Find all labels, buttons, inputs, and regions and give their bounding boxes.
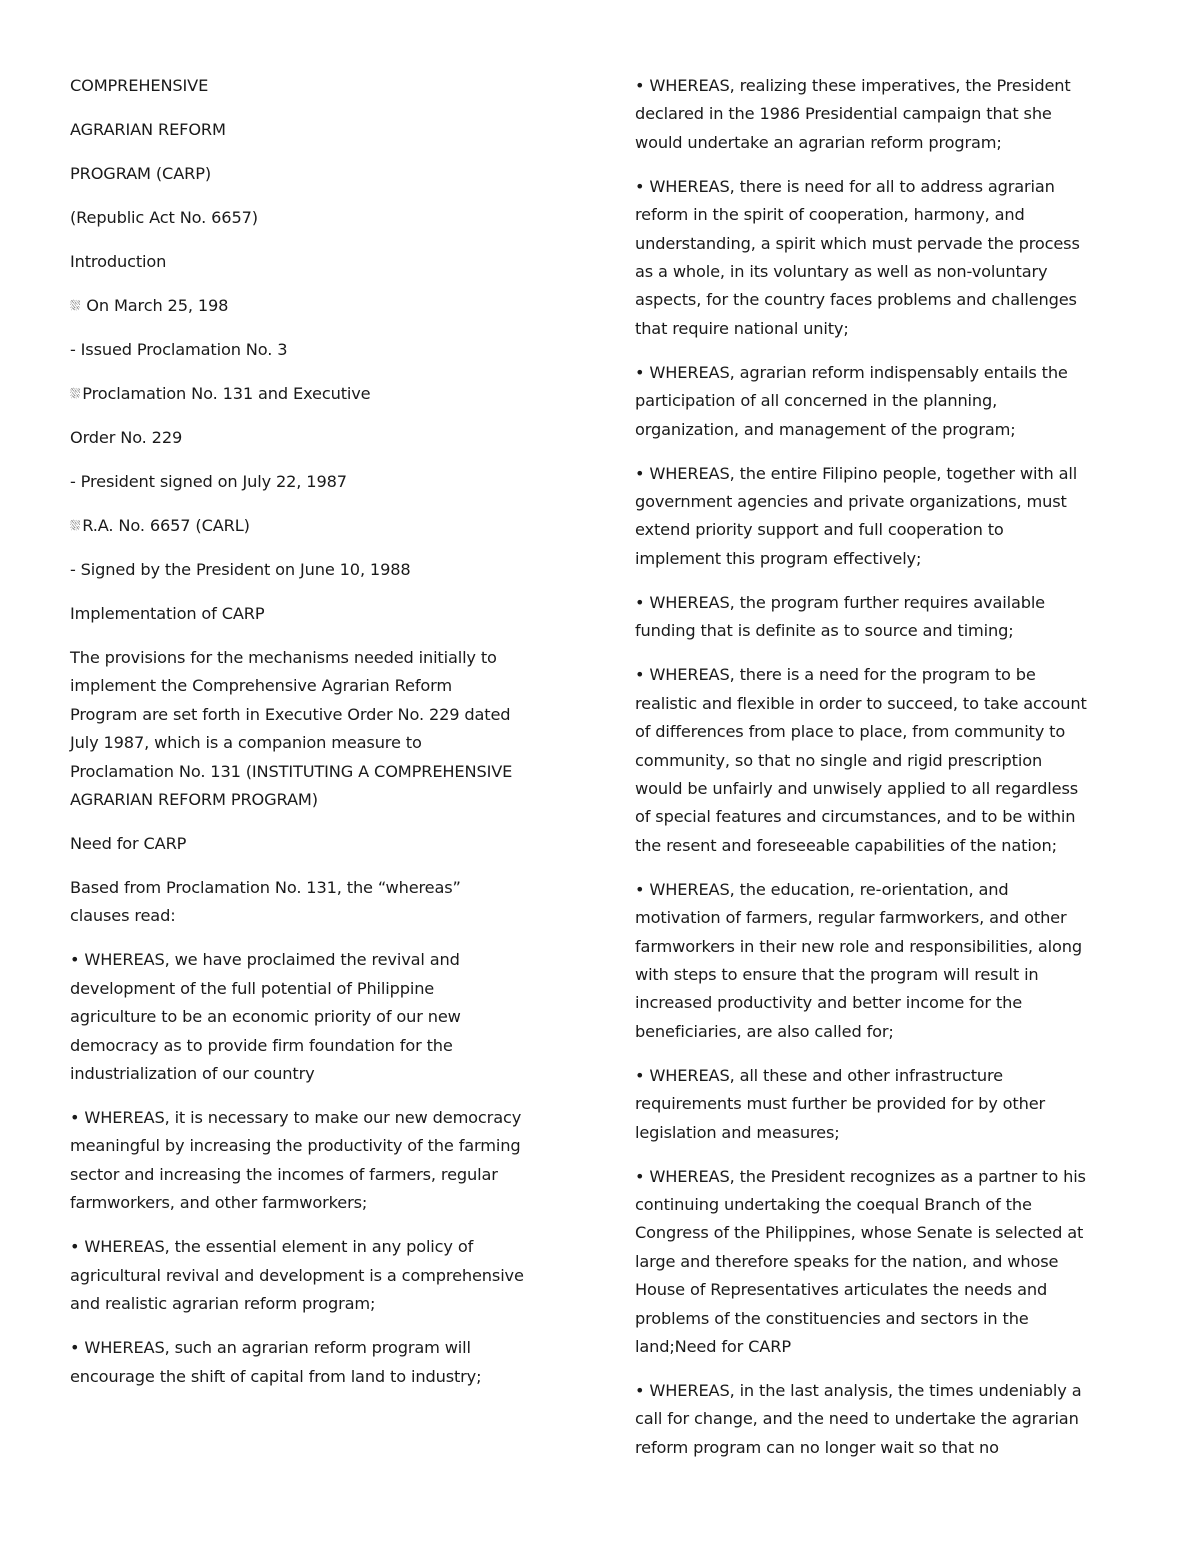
text-line <box>635 747 1135 775</box>
paragraph-whereas-2 <box>70 1104 570 1218</box>
text-line <box>635 1305 1135 1333</box>
line-text: agricultural revival and development is a comprehensive <box>70 1265 524 1285</box>
text-line <box>635 617 1135 645</box>
line-text: with steps to ensure that the program will result in <box>635 964 1039 984</box>
text-line <box>635 1434 1135 1462</box>
line-text: government agencies and private organizations, must <box>635 492 1067 512</box>
text-line <box>70 758 570 786</box>
text-line <box>70 380 570 408</box>
text-line <box>635 661 1135 689</box>
text-line <box>635 1333 1135 1361</box>
line-text: aspects, for the country faces problems and challenges <box>635 290 1077 310</box>
line-text: House of Representatives articulates the needs and <box>635 1280 1048 1300</box>
paragraph-whereas-13 <box>635 1163 1135 1362</box>
line-text: - Issued Proclamation No. 3 <box>70 340 288 359</box>
text-line <box>635 1090 1135 1118</box>
rain-cloud-icon: ⛆ <box>70 299 81 314</box>
paragraph-heading-implementation <box>70 600 570 628</box>
line-text: participation of all concerned in the planning, <box>635 391 998 411</box>
line-text: agriculture to be an economic priority of our new <box>70 1007 461 1027</box>
line-text: • WHEREAS, there is a need for the program to be <box>635 665 1036 685</box>
text-line <box>635 201 1135 229</box>
line-text: beneficiaries, are also called for; <box>635 1021 894 1041</box>
text-line <box>70 292 570 320</box>
text-line <box>635 718 1135 746</box>
line-text: problems of the constituencies and sectors in the <box>635 1308 1029 1328</box>
text-line <box>635 1219 1135 1247</box>
text-line <box>70 1132 570 1160</box>
line-text: call for change, and the need to undertake the agrarian <box>635 1409 1079 1429</box>
line-text: of special features and circumstances, and to be within <box>635 807 1076 827</box>
line-text: Program are set forth in Executive Order No. 229 dated <box>70 704 511 724</box>
text-line <box>635 1276 1135 1304</box>
text-line <box>635 129 1135 157</box>
line-text: • WHEREAS, all these and other infrastructure <box>635 1065 1003 1085</box>
paragraph-intro-march <box>70 292 570 320</box>
line-text: understanding, a spirit which must pervade the process <box>635 233 1080 253</box>
line-text: sector and increasing the incomes of farmers, regular <box>70 1164 498 1184</box>
line-text: • WHEREAS, the education, re-orientation, and <box>635 879 1009 899</box>
line-text: democracy as to provide firm foundation for the <box>70 1035 453 1055</box>
text-line <box>70 830 570 858</box>
text-line <box>635 416 1135 444</box>
text-line <box>635 460 1135 488</box>
text-line <box>635 876 1135 904</box>
paragraph-need-intro <box>70 874 570 931</box>
text-line <box>635 359 1135 387</box>
line-text: funding that is definite as to source and timing; <box>635 621 1014 641</box>
line-text: industrialization of our country <box>70 1064 315 1084</box>
paragraph-title-3 <box>70 160 570 188</box>
paragraph-whereas-4 <box>70 1334 570 1391</box>
text-line <box>635 589 1135 617</box>
text-line <box>635 690 1135 718</box>
line-text: farmworkers, and other farmworkers; <box>70 1193 368 1213</box>
text-line <box>70 1262 570 1290</box>
line-text: • WHEREAS, we have proclaimed the revival and <box>70 950 460 970</box>
left-column <box>70 72 570 1407</box>
line-text: encourage the shift of capital from land to industry; <box>70 1366 482 1386</box>
line-text: The provisions for the mechanisms needed initially to <box>70 648 497 667</box>
line-text: clauses read: <box>70 906 176 926</box>
text-line <box>635 775 1135 803</box>
line-text: meaningful by increasing the productivity of the farming <box>70 1136 521 1156</box>
text-line <box>635 545 1135 573</box>
paragraph-whereas-1 <box>70 946 570 1088</box>
line-text: of differences from place to place, from community to <box>635 722 1066 742</box>
text-line <box>635 989 1135 1017</box>
line-text: the resent and foreseeable capabilities of the nation; <box>635 835 1057 855</box>
line-text: • WHEREAS, the entire Filipino people, together with all <box>635 463 1078 483</box>
line-text: • WHEREAS, such an agrarian reform program will <box>70 1338 471 1358</box>
line-text: continuing undertaking the coequal Branch of the <box>635 1194 1032 1214</box>
text-line <box>635 933 1135 961</box>
text-line <box>635 100 1135 128</box>
line-text: Need for CARP <box>70 834 187 854</box>
text-line <box>70 874 570 902</box>
line-text: reform in the spirit of cooperation, harmony, and <box>635 205 1025 225</box>
text-line <box>70 1189 570 1217</box>
line-text: large and therefore speaks for the nation, and whose <box>635 1251 1059 1271</box>
text-line <box>70 1334 570 1362</box>
text-line <box>70 1003 570 1031</box>
text-line <box>70 160 570 188</box>
line-text: implement the Comprehensive Agrarian Reform <box>70 676 452 696</box>
line-text: legislation and measures; <box>635 1122 840 1142</box>
text-line <box>70 512 570 540</box>
rain-cloud-icon: ⛆ <box>70 387 81 402</box>
line-text: • WHEREAS, agrarian reform indispensably entails the <box>635 362 1068 382</box>
line-text: • WHEREAS, the President recognizes as a partner to his <box>635 1166 1086 1186</box>
text-line <box>70 1032 570 1060</box>
text-line <box>70 672 570 700</box>
text-line <box>70 468 570 496</box>
text-line <box>635 173 1135 201</box>
paragraph-whereas-12 <box>635 1062 1135 1147</box>
line-text: would be unfairly and unwisely applied to all regardless <box>635 778 1079 798</box>
paragraph-intro-order-229 <box>70 424 570 452</box>
text-line <box>635 1191 1135 1219</box>
paragraph-whereas-8 <box>635 460 1135 574</box>
text-line <box>635 258 1135 286</box>
text-line <box>70 1161 570 1189</box>
paragraph-intro-signed-july <box>70 468 570 496</box>
paragraph-intro-proclamation-131 <box>70 380 570 408</box>
line-text: - President signed on July 22, 1987 <box>70 472 347 491</box>
paragraph-whereas-5 <box>635 72 1135 157</box>
line-text: July 1987, which is a companion measure to <box>70 733 422 753</box>
paragraph-whereas-7 <box>635 359 1135 444</box>
text-line <box>635 1062 1135 1090</box>
line-text: • WHEREAS, it is necessary to make our new democracy <box>70 1108 522 1128</box>
paragraph-intro-ra-6657 <box>70 512 570 540</box>
right-column <box>635 72 1135 1478</box>
text-line <box>70 1290 570 1318</box>
paragraph-whereas-6 <box>635 173 1135 343</box>
text-line <box>635 387 1135 415</box>
text-line <box>70 424 570 452</box>
text-line <box>70 204 570 232</box>
text-line <box>635 904 1135 932</box>
line-text: realistic and flexible in order to succeed, to take account <box>635 693 1087 713</box>
text-line <box>635 1405 1135 1433</box>
line-text: • WHEREAS, realizing these imperatives, the President <box>635 76 1071 95</box>
text-line <box>635 961 1135 989</box>
paragraph-whereas-10 <box>635 661 1135 860</box>
text-line <box>635 230 1135 258</box>
paragraph-heading-need <box>70 830 570 858</box>
text-line <box>70 786 570 814</box>
text-line <box>70 116 570 144</box>
line-text: (Republic Act No. 6657) <box>70 208 258 227</box>
paragraph-whereas-9 <box>635 589 1135 646</box>
line-text: • WHEREAS, in the last analysis, the times undeniably a <box>635 1381 1082 1400</box>
line-text: COMPREHENSIVE <box>70 76 209 95</box>
text-line <box>70 946 570 974</box>
text-line <box>70 1363 570 1391</box>
rain-cloud-icon: ⛆ <box>70 519 81 534</box>
text-line <box>70 644 570 672</box>
text-line <box>635 286 1135 314</box>
line-text: land;Need for CARP <box>635 1337 791 1356</box>
text-line <box>70 248 570 276</box>
line-text: Implementation of CARP <box>70 604 265 623</box>
paragraph-whereas-14 <box>635 1377 1135 1462</box>
paragraph-title-1 <box>70 72 570 100</box>
text-line <box>635 1119 1135 1147</box>
text-line <box>70 1060 570 1088</box>
text-line <box>70 556 570 584</box>
line-text: AGRARIAN REFORM <box>70 120 226 139</box>
text-line <box>635 803 1135 831</box>
text-line <box>70 975 570 1003</box>
text-line <box>635 1163 1135 1191</box>
line-text: Based from Proclamation No. 131, the “whereas” <box>70 878 461 898</box>
line-text: as a whole, in its voluntary as well as non-voluntary <box>635 262 1048 282</box>
paragraph-heading-introduction <box>70 248 570 276</box>
text-line <box>70 600 570 628</box>
text-line <box>70 1233 570 1261</box>
text-line <box>635 516 1135 544</box>
line-text: Congress of the Philippines, whose Senate is selected at <box>635 1223 1084 1243</box>
text-line <box>635 832 1135 860</box>
text-line <box>70 336 570 364</box>
text-line <box>70 72 570 100</box>
text-line <box>635 1248 1135 1276</box>
line-text: Introduction <box>70 252 167 271</box>
text-line <box>635 488 1135 516</box>
line-text: declared in the 1986 Presidential campaign that she <box>635 104 1052 124</box>
line-text: On March 25, 198 <box>86 296 229 315</box>
line-text: farmworkers in their new role and responsibilities, along <box>635 936 1082 956</box>
line-text: motivation of farmers, regular farmworkers, and other <box>635 908 1067 928</box>
text-line <box>70 1104 570 1132</box>
line-text: requirements must further be provided for by other <box>635 1094 1046 1114</box>
paragraph-intro-proclamation-3 <box>70 336 570 364</box>
line-text: that require national unity; <box>635 318 849 338</box>
paragraph-intro-signed-june <box>70 556 570 584</box>
paragraph-republic-act <box>70 204 570 232</box>
line-text: organization, and management of the program; <box>635 419 1016 439</box>
text-line <box>70 729 570 757</box>
line-text: R.A. No. 6657 (CARL) <box>82 516 250 535</box>
line-text: Proclamation No. 131 (INSTITUTING A COMPREHENSIVE <box>70 761 513 781</box>
line-text: development of the full potential of Philippine <box>70 978 435 998</box>
line-text: • WHEREAS, the program further requires available <box>635 592 1045 612</box>
text-line <box>70 701 570 729</box>
paragraph-whereas-3 <box>70 1233 570 1318</box>
line-text: and realistic agrarian reform program; <box>70 1294 376 1314</box>
text-line <box>635 1018 1135 1046</box>
line-text: extend priority support and full cooperation to <box>635 520 1004 540</box>
line-text: Proclamation No. 131 and Executive <box>82 384 371 403</box>
line-text: • WHEREAS, there is need for all to address agrarian <box>635 176 1055 196</box>
text-line <box>635 72 1135 100</box>
text-line <box>70 902 570 930</box>
line-text: - Signed by the President on June 10, 1988 <box>70 560 411 579</box>
line-text: would undertake an agrarian reform program; <box>635 132 1002 152</box>
text-line <box>635 1377 1135 1405</box>
line-text: implement this program effectively; <box>635 548 922 568</box>
text-line <box>635 315 1135 343</box>
line-text: community, so that no single and rigid prescription <box>635 750 1043 770</box>
line-text: PROGRAM (CARP) <box>70 164 211 183</box>
paragraph-whereas-11 <box>635 876 1135 1046</box>
line-text: • WHEREAS, the essential element in any policy of <box>70 1237 474 1257</box>
paragraph-title-2 <box>70 116 570 144</box>
paragraph-implementation-body <box>70 644 570 814</box>
line-text: reform program can no longer wait so that no <box>635 1437 999 1457</box>
line-text: AGRARIAN REFORM PROGRAM) <box>70 790 318 810</box>
line-text: Order No. 229 <box>70 428 183 447</box>
line-text: increased productivity and better income for the <box>635 993 1023 1013</box>
